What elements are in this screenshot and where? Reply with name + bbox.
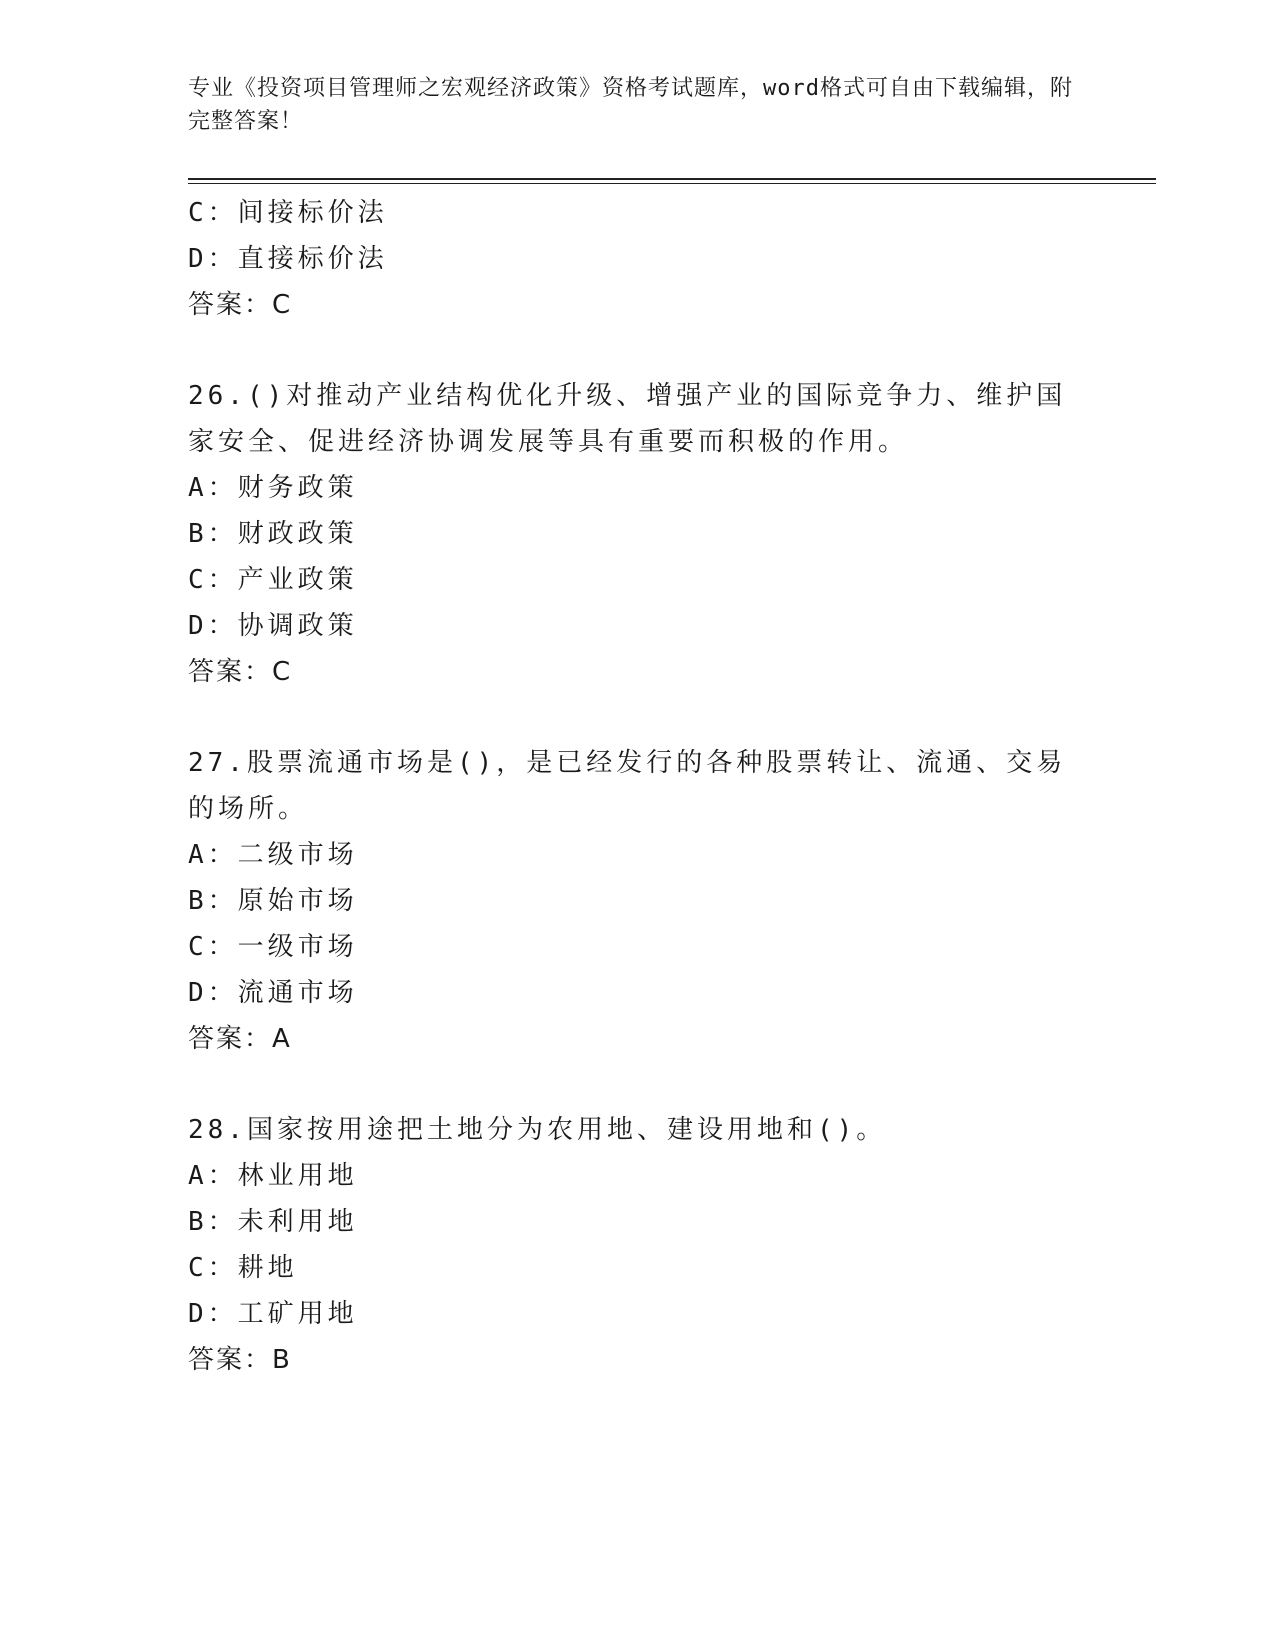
previous-question-block — [188, 190, 1088, 328]
page-header: 专业《投资项目管理师之宏观经济政策》资格考试题库，word格式可自由下载编辑，附完整答案！ — [188, 76, 1073, 134]
answer-line: 答案：A — [188, 1024, 292, 1054]
question-27 — [188, 740, 1088, 1062]
option-d: D：直接标价法 — [188, 244, 388, 274]
option-d: D：流通市场 — [188, 978, 358, 1008]
answer-line: 答案：C — [188, 657, 293, 687]
question-26 — [188, 373, 1088, 695]
option-c: C：一级市场 — [188, 932, 358, 962]
question-stem: 27.股票流通市场是()，是已经发行的各种股票转让、流通、交易的场所。 — [188, 748, 1067, 824]
header-divider-thin — [188, 183, 1156, 184]
option-c: C：耕地 — [188, 1253, 298, 1283]
question-28 — [188, 1107, 1088, 1383]
option-a: A：财务政策 — [188, 473, 358, 503]
question-stem: 26.()对推动产业结构优化升级、增强产业的国际竞争力、维护国家安全、促进经济协调发展等具有重要而积极的作用。 — [188, 381, 1067, 457]
header-divider-thick — [188, 178, 1156, 180]
option-c: C：间接标价法 — [188, 198, 388, 228]
option-d: D：工矿用地 — [188, 1299, 358, 1329]
option-b: B：财政政策 — [188, 519, 358, 549]
option-b: B：未利用地 — [188, 1207, 358, 1237]
option-b: B：原始市场 — [188, 886, 358, 916]
option-d: D：协调政策 — [188, 611, 358, 641]
option-a: A：林业用地 — [188, 1161, 358, 1191]
answer-line: 答案：C — [188, 290, 293, 320]
answer-line: 答案：B — [188, 1345, 292, 1375]
question-stem: 28.国家按用途把土地分为农用地、建设用地和()。 — [188, 1115, 887, 1145]
option-a: A：二级市场 — [188, 840, 358, 870]
question-content — [188, 190, 1088, 1383]
option-c: C：产业政策 — [188, 565, 358, 595]
